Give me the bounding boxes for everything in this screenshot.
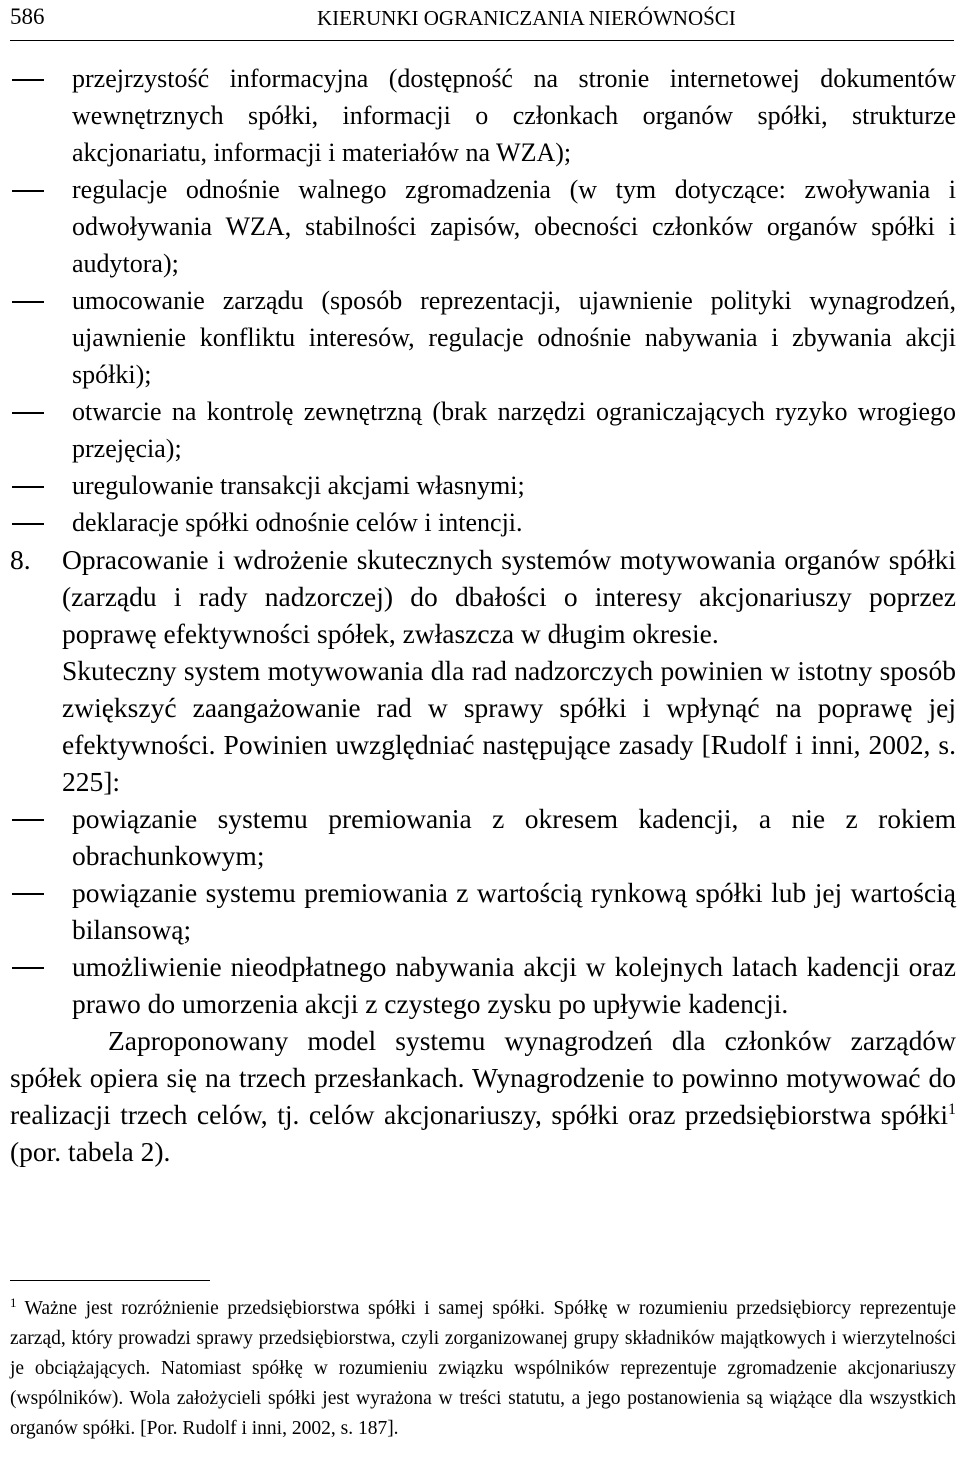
list-item xyxy=(10,948,956,1022)
list-item-text: deklaracje spółki odnośnie celów i intencji. xyxy=(72,508,523,537)
list-item xyxy=(10,60,956,171)
list-item-text: umożliwienie nieodpłatnego nabywania akcji w kolejnych latach kadencji oraz prawo do umorzenia akcji z czystego zysku po upływie kadencji. xyxy=(72,951,956,1019)
list-item xyxy=(10,171,956,282)
list-item xyxy=(10,800,956,874)
closing-paragraph xyxy=(10,1022,956,1170)
page-header xyxy=(10,4,954,41)
list-item xyxy=(10,874,956,948)
footnote xyxy=(10,1294,956,1444)
closing-text: Zaproponowany model systemu wynagrodzeń dla członków zarządów spółek opiera się na trzech przesłankach. Wynagrodzenie to powinno motywować do realizacji trzech celów, tj. celów akcjonariuszy, spółki oraz przedsiębiorstwa spółki xyxy=(10,1025,956,1130)
list-item xyxy=(10,467,956,504)
point-number: 8. xyxy=(10,544,31,575)
body-text xyxy=(10,60,956,1170)
list-item-text: umocowanie zarządu (sposób reprezentacji, ujawnienie polityki wynagrodzeń, ujawnienie konfliktu interesów, regulacje odnośnie nabywania i zbywania akcji spółki); xyxy=(72,286,956,389)
footnote-mark: 1 xyxy=(10,1295,17,1310)
list-item xyxy=(10,282,956,393)
page-number: 586 xyxy=(10,4,45,29)
point-8-continuation: Skuteczny system motywowania dla rad nadzorczych powinien w istotny sposób zwiększyć zaangażowanie rad w sprawy spółki i wpłynąć na poprawę jej efektywności. Powinien uwzględniać następujące zasady [Rudolf i inni, 2002, s. 225]: xyxy=(62,655,956,797)
closing-tail: (por. tabela 2). xyxy=(10,1136,171,1167)
footnote-separator xyxy=(10,1280,210,1281)
running-title: KIERUNKI OGRANICZANIA NIERÓWNOŚCI xyxy=(317,6,736,30)
point-text: Opracowanie i wdrożenie skutecznych systemów motywowania organów spółki (zarządu i rady nadzorczej) do dbałości o interesy akcjonariuszy poprzez poprawę efektywności spółek, zwłaszcza w długim okresie. xyxy=(62,544,956,649)
list-item-text: przejrzystość informacyjna (dostępność na stronie internetowej dokumentów wewnętrznych spółki, informacji o członkach organów spółki, strukturze akcjonariatu, informacji i materiałów na WZA); xyxy=(72,64,956,167)
list-item-text: uregulowanie transakcji akcjami własnymi; xyxy=(72,471,525,500)
list-item xyxy=(10,393,956,467)
list-item-text: otwarcie na kontrolę zewnętrzną (brak narzędzi ograniczających ryzyko wrogiego przejęcia); xyxy=(72,397,956,463)
footnote-reference[interactable]: 1 xyxy=(948,1100,956,1118)
list-item-text: powiązanie systemu premiowania z wartością rynkową spółki lub jej wartością bilansową; xyxy=(72,877,956,945)
footnote-text: Ważne jest rozróżnienie przedsiębiorstwa spółki i samej spółki. Spółkę w rozumieniu przedsiębiorcy reprezentuje zarząd, który prowadzi sprawy przedsiębiorstwa, czyli zorganizowanej grupy składników majątkowych i wierzytelności je obciążających. Natomiast spółkę w rozumieniu związku wspólników reprezentuje zgromadzenie akcjonariuszy (wspólników). Wola założycieli spółki jest wyrażona w treści statutu, a jego postanowienia są wiążące dla wszystkich organów spółki. [Por. Rudolf i inni, 2002, s. 187]. xyxy=(10,1298,956,1439)
list-item xyxy=(10,504,956,541)
list-item-text: powiązanie systemu premiowania z okresem kadencji, a nie z rokiem obrachunkowym; xyxy=(72,803,956,871)
list-item-text: regulacje odnośnie walnego zgromadzenia (w tym dotyczące: zwoływania i odwoływania WZA, stabilności zapisów, obecności członków organów spółki i audytora); xyxy=(72,175,956,278)
numbered-point-8 xyxy=(10,541,956,652)
